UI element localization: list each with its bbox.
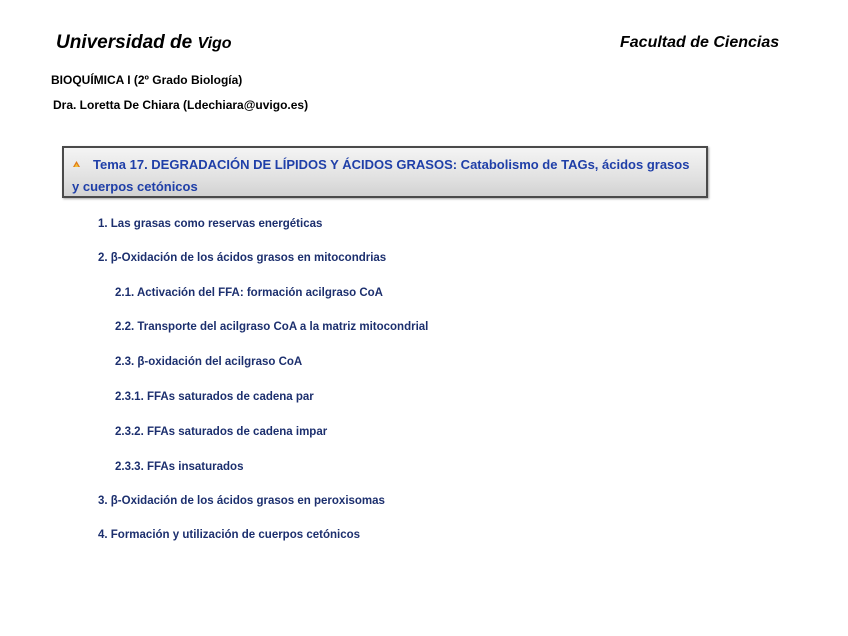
university-title-tail: Vigo [197,35,232,52]
toc-item: 3. β-Oxidación de los ácidos grasos en peroxisomas [98,495,385,507]
university-title [56,32,232,54]
bullet-icon [72,160,81,168]
toc-item: 2.2. Transporte del acilgraso CoA a la matriz mitocondrial [115,321,429,333]
toc-item: 2.3.1. FFAs saturados de cadena par [115,391,314,403]
toc-item: 2.3. β-oxidación del acilgraso CoA [115,356,303,368]
faculty-name: Facultad de Ciencias [620,34,780,51]
toc-item: 1. Las grasas como reservas energéticas [98,218,323,230]
toc-item: 2.3.2. FFAs saturados de cadena impar [115,426,328,438]
teacher-name: Dra. Loretta De Chiara (Ldechiara@uvigo.es) [53,98,309,112]
toc-item: 4. Formación y utilización de cuerpos cetónicos [98,529,361,541]
topic-title: Tema 17. DEGRADACIÓN DE LÍPIDOS Y ÁCIDOS GRASOS: Catabolismo de TAGs, ácidos grasos y cuerpos cetónicos [72,157,690,194]
toc-item: 2. β-Oxidación de los ácidos grasos en mitocondrias [98,252,387,264]
topic-title-box [62,146,708,198]
toc-item: 2.1. Activación del FFA: formación acilgraso CoA [115,287,383,299]
university-title-main: Universidad de [56,32,193,53]
toc-item: 2.3.3. FFAs insaturados [115,461,244,473]
course-name: BIOQUÍMICA I (2º Grado Biología) [51,73,243,87]
